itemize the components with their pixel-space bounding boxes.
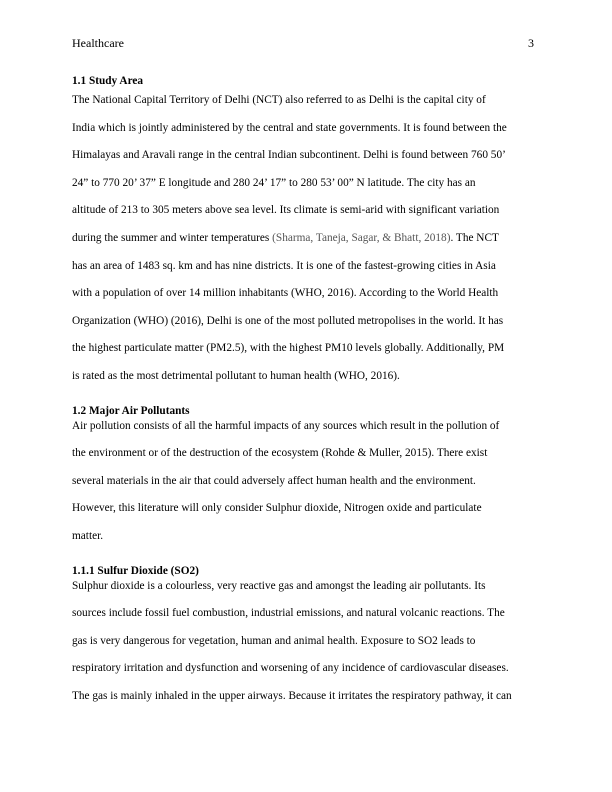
text-line: [72, 232, 499, 244]
text-line: has an area of 1483 sq. km and has nine districts. It is one of the fastest-growing cities in Asia: [72, 259, 496, 272]
study-area-paragraph: [72, 87, 540, 391]
text-line: the environment or of the destruction of the ecosystem (Rohde & Muller, 2015). There exist: [72, 447, 488, 460]
text-fragment: during the summer and winter temperatures: [72, 231, 273, 244]
text-line: 24” to 770 20’ 37” E longitude and 280 24’ 17” to 280 53’ 00” N latitude. The city has an: [72, 176, 476, 189]
text-line: The gas is mainly inhaled in the upper airways. Because it irritates the respiratory pathway, it can: [72, 689, 512, 702]
text-line: India which is jointly administered by the central and state governments. It is found between the: [72, 121, 507, 134]
citation: (Sharma, Taneja, Sagar, & Bhatt, 2018): [272, 231, 451, 244]
text-line: sources include fossil fuel combustion, industrial emissions, and natural volcanic reactions. The: [72, 607, 505, 620]
page-header: [72, 36, 534, 50]
running-head: Healthcare: [72, 36, 124, 50]
text-line: Organization (WHO) (2016), Delhi is one of the most polluted metropolises in the world. It has: [72, 314, 504, 327]
major-pollutants-heading: 1.2 Major Air Pollutants: [72, 404, 190, 417]
text-line: Air pollution consists of all the harmful impacts of any sources which result in the pollution of: [72, 419, 500, 432]
major-pollutants-paragraph: [72, 413, 540, 551]
text-line: is rated as the most detrimental pollutant to human health (WHO, 2016).: [72, 369, 400, 382]
text-line: several materials in the air that could adversely affect human health and the environment.: [72, 474, 476, 487]
text-line: altitude of 213 to 305 meters above sea level. Its climate is semi-arid with significant variation: [72, 204, 500, 217]
text-line: Sulphur dioxide is a colourless, very reactive gas and amongst the leading air pollutants. Its: [72, 579, 486, 592]
study-area-heading: 1.1 Study Area: [72, 75, 144, 87]
text-line: the highest particulate matter (PM2.5), with the highest PM10 levels globally. Additionally, PM: [72, 342, 505, 355]
text-line: The National Capital Territory of Delhi (NCT) also referred to as Delhi is the capital city of: [72, 94, 486, 106]
sulfur-dioxide-paragraph: [72, 573, 540, 711]
text-line: However, this literature will only consider Sulphur dioxide, Nitrogen oxide and particulate: [72, 502, 482, 515]
text-line: matter.: [72, 529, 104, 542]
document-body: [72, 74, 540, 710]
sulfur-dioxide-heading: 1.1.1 Sulfur Dioxide (SO2): [72, 564, 199, 577]
text-line: gas is very dangerous for vegetation, human and animal health. Exposure to SO2 leads to: [72, 634, 476, 647]
text-line: with a population of over 14 million inhabitants (WHO, 2016). According to the World Health: [72, 287, 499, 300]
text-fragment: . The NCT: [450, 231, 499, 244]
text-line: respiratory irritation and dysfunction and worsening of any incidence of cardiovascular diseases.: [72, 662, 509, 675]
page-number: 3: [528, 36, 534, 50]
text-line: Himalayas and Aravali range in the central Indian subcontinent. Delhi is found between 760 50’: [72, 149, 506, 162]
